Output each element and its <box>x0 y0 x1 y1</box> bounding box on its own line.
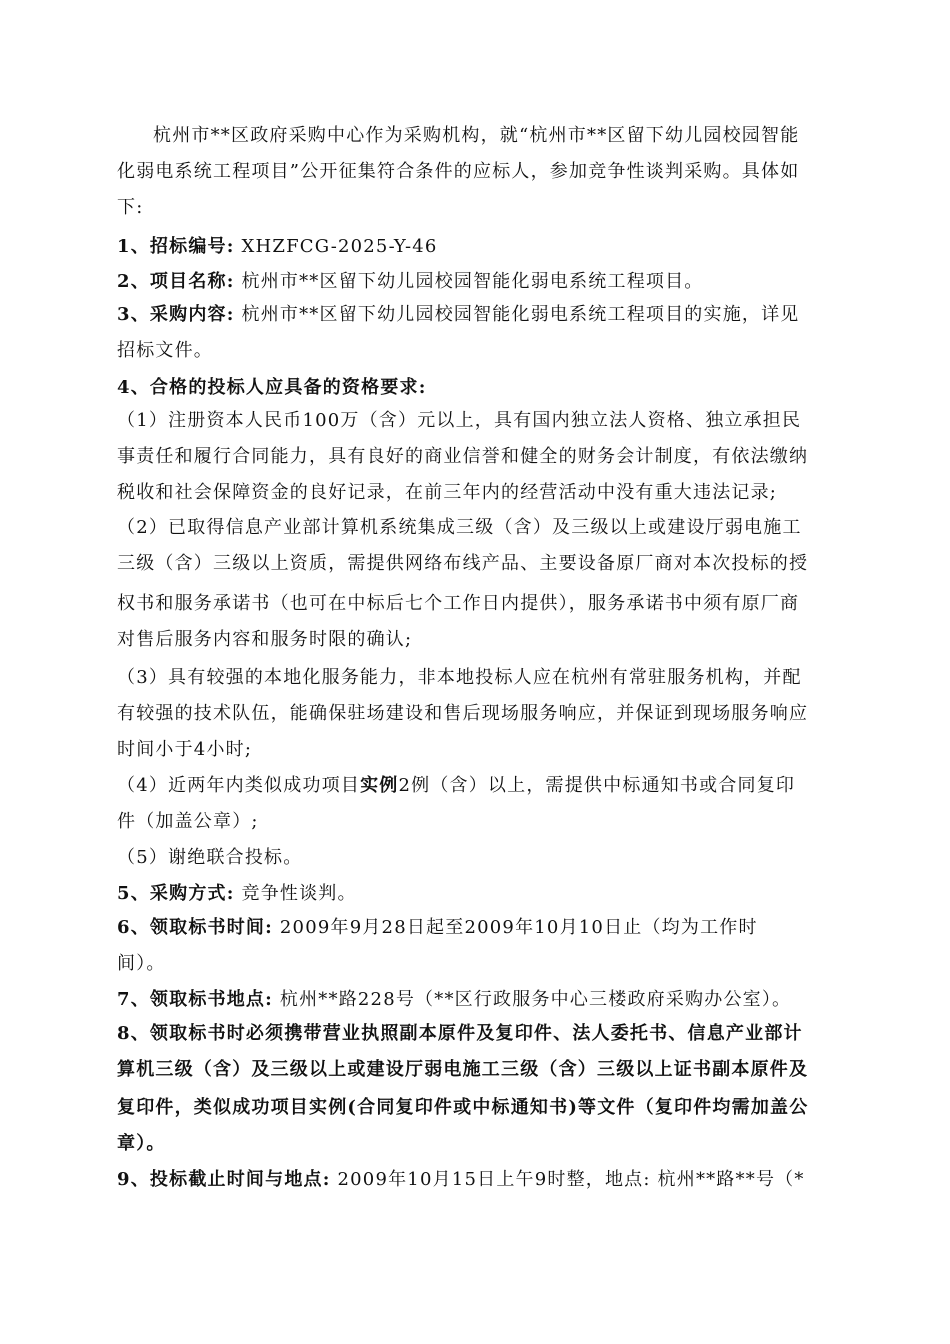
item-2 <box>117 270 704 294</box>
req-4-pre: （4）近两年内类似成功项目 <box>117 775 361 796</box>
req-line-6: 权书和服务承诺书（也可在中标后七个工作日内提供），服务承诺书中须有原厂商 <box>117 593 800 614</box>
item-3-cont: 招标文件。 <box>117 340 213 361</box>
item-3-value: 杭州市**区留下幼儿园校园智能化弱电系统工程项目的实施，详见 <box>234 304 800 325</box>
item-7-value: 杭州**路228号（**区行政服务中心三楼政府采购办公室）。 <box>272 989 792 1010</box>
intro-line-2: 化弱电系统工程项目”公开征集符合条件的应标人，参加竞争性谈判采购。具体如 <box>117 161 800 182</box>
item-5-value: 竞争性谈判。 <box>234 883 357 904</box>
item-5-label: 5、采购方式: <box>117 883 235 904</box>
req-line-10: 时间小于4小时; <box>117 739 253 760</box>
item-8-line-2: 算机三级（含）及三级以上或建设厅弱电施工三级（含）三级以上证书副本原件及 <box>117 1059 809 1080</box>
item-9-label: 9、投标截止时间与地点: <box>117 1169 331 1190</box>
item-6-cont: 间）。 <box>117 953 166 974</box>
item-1 <box>117 235 438 259</box>
req-line-4: （2）已取得信息产业部计算机系统集成三级（含）及三级以上或建设厅弱电施工 <box>117 517 802 538</box>
intro-line-1: 杭州市**区政府采购中心作为采购机构，就“杭州市**区留下幼儿园校园智能 <box>153 125 800 146</box>
item-6-value: 2009年9月28日起至2009年10月10日止（均为工作时 <box>272 917 758 938</box>
item-1-value: XHZFCG-2025-Y-46 <box>234 236 438 257</box>
req-line-8: （3）具有较强的本地化服务能力，非本地投标人应在杭州有常驻服务机构，并配 <box>117 667 802 688</box>
item-3-label: 3、采购内容: <box>117 304 235 325</box>
item-2-label: 2、项目名称: <box>117 271 235 292</box>
item-1-label: 1、招标编号: <box>117 236 235 257</box>
req-4 <box>117 774 795 798</box>
item-4-heading: 4、合格的投标人应具备的资格要求: <box>117 377 427 398</box>
req-4-cont: 件（加盖公章）; <box>117 811 259 832</box>
item-8-line-3: 复印件，类似成功项目实例(合同复印件或中标通知书)等文件（复印件均需加盖公 <box>117 1097 809 1118</box>
req-4-post: 2例（含）以上，需提供中标通知书或合同复印 <box>398 775 796 796</box>
req-line-1: （1）注册资本人民币100万（含）元以上，具有国内独立法人资格、独立承担民 <box>117 410 802 431</box>
req-line-9: 有较强的技术队伍，能确保驻场建设和售后现场服务响应，并保证到现场服务响应 <box>117 703 809 724</box>
req-5: （5）谢绝联合投标。 <box>117 847 303 868</box>
item-9-value: 2009年10月15日上午9时整，地点: 杭州**路**号（* <box>330 1169 805 1190</box>
req-line-7: 对售后服务内容和服务时限的确认; <box>117 629 413 650</box>
item-5 <box>117 882 357 906</box>
req-line-5: 三级（含）三级以上资质，需提供网络布线产品、主要设备原厂商对本次投标的授 <box>117 553 809 574</box>
item-3 <box>117 303 800 327</box>
item-8-line-4: 章）。 <box>117 1133 166 1154</box>
req-4-bold: 实例 <box>360 775 399 796</box>
item-7-label: 7、领取标书地点: <box>117 989 273 1010</box>
req-line-2: 事责任和履行合同能力，具有良好的商业信誉和健全的财务会计制度，有依法缴纳 <box>117 446 809 467</box>
item-8-line-1: 8、领取标书时必须携带营业执照副本原件及复印件、法人委托书、信息产业部计 <box>117 1023 803 1044</box>
item-9 <box>117 1168 805 1192</box>
item-6 <box>117 916 758 940</box>
req-line-3: 税收和社会保障资金的良好记录，在前三年内的经营活动中没有重大违法记录; <box>117 482 778 503</box>
item-6-label: 6、领取标书时间: <box>117 917 273 938</box>
item-7 <box>117 988 791 1012</box>
item-2-value: 杭州市**区留下幼儿园校园智能化弱电系统工程项目。 <box>234 271 704 292</box>
intro-line-3: 下: <box>117 197 144 218</box>
